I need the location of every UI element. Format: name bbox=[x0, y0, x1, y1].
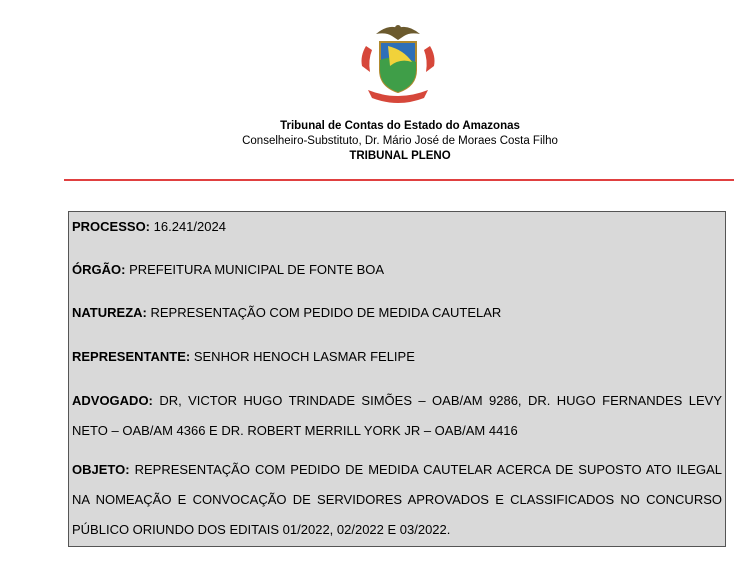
field-processo-label: PROCESSO: bbox=[72, 219, 151, 234]
field-objeto bbox=[72, 455, 722, 545]
field-processo-value: 16.241/2024 bbox=[153, 219, 226, 234]
field-natureza bbox=[72, 298, 722, 328]
field-orgao-label: ÓRGÃO: bbox=[72, 262, 126, 277]
banner-right bbox=[424, 46, 435, 72]
field-natureza-label: NATUREZA: bbox=[72, 305, 147, 320]
field-advogado-label: ADVOGADO: bbox=[72, 393, 153, 408]
field-representante-label: REPRESENTANTE: bbox=[72, 349, 191, 364]
shield-green bbox=[380, 57, 416, 92]
field-natureza-value: REPRESENTAÇÃO COM PEDIDO DE MEDIDA CAUTELAR bbox=[150, 305, 502, 320]
field-advogado bbox=[72, 386, 722, 446]
field-advogado-value: DR, VICTOR HUGO TRINDADE SIMÕES – OAB/AM 9286, DR. HUGO FERNANDES LEVY NETO – OAB/AM 4366 E DR. ROBERT MERRILL YORK JR – OAB/AM 4416 bbox=[72, 393, 722, 438]
coat-of-arms-icon bbox=[352, 16, 444, 106]
field-processo bbox=[72, 212, 722, 242]
field-orgao-value: PREFEITURA MUNICIPAL DE FONTE BOA bbox=[129, 262, 385, 277]
court-name: TRIBUNAL PLENO bbox=[349, 150, 451, 162]
counselor-name: Conselheiro-Substituto, Dr. Mário José de Moraes Costa Filho bbox=[242, 135, 558, 147]
field-orgao bbox=[72, 255, 722, 285]
document-header bbox=[0, 118, 756, 164]
institution-name: Tribunal de Contas do Estado do Amazonas bbox=[280, 120, 520, 132]
eagle-head bbox=[395, 25, 401, 31]
field-objeto-label: OBJETO: bbox=[72, 462, 130, 477]
field-representante bbox=[72, 342, 722, 372]
field-objeto-value: REPRESENTAÇÃO COM PEDIDO DE MEDIDA CAUTELAR ACERCA DE SUPOSTO ATO ILEGAL NA NOMEAÇÃO E CONVOCAÇÃO DE SERVIDORES APROVADOS E CLASSIFICADOS NO CONCURSO PÚBLICO ORIUNDO DOS EDITAIS 01/2022, 02/2022 E 03/2022. bbox=[72, 462, 722, 537]
field-representante-value: SENHOR HENOCH LASMAR FELIPE bbox=[193, 349, 415, 364]
banner-left bbox=[362, 46, 373, 72]
process-info-box bbox=[68, 211, 726, 547]
header-divider bbox=[64, 179, 734, 181]
